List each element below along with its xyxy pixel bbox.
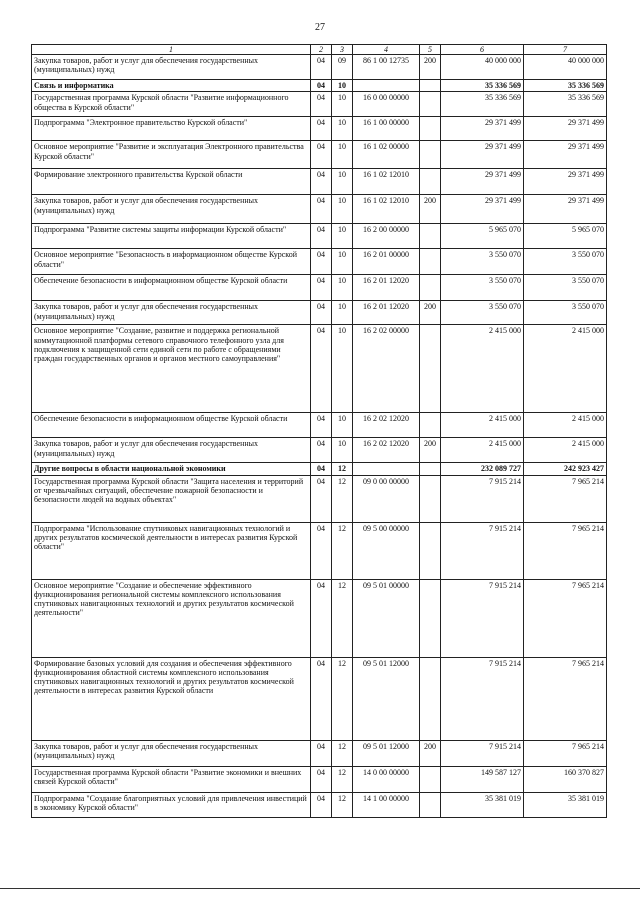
row-section: 04	[311, 224, 332, 249]
row-sum-year-1: 40 000 000	[441, 55, 524, 80]
col-header-section: 2	[311, 45, 332, 55]
table-row	[32, 413, 607, 438]
row-expense-type	[420, 80, 441, 92]
row-subsection: 12	[332, 522, 353, 579]
row-name: Подпрограмма "Создание благоприятных условий для привлечения инвестиций в экономику Курской области"	[32, 792, 311, 817]
row-sum-year-1: 5 965 070	[441, 224, 524, 249]
row-subsection: 12	[332, 792, 353, 817]
row-section: 04	[311, 275, 332, 301]
row-sum-year-2: 2 415 000	[524, 413, 607, 438]
row-target-article: 86 1 00 12735	[353, 55, 420, 80]
row-sum-year-1: 7 915 214	[441, 740, 524, 766]
row-sum-year-2: 7 965 214	[524, 522, 607, 579]
row-sum-year-1: 3 550 070	[441, 275, 524, 301]
row-subsection: 10	[332, 224, 353, 249]
table-row	[32, 117, 607, 141]
row-sum-year-2: 7 965 214	[524, 657, 607, 740]
row-name: Обеспечение безопасности в информационном обществе Курской области	[32, 275, 311, 301]
table-row	[32, 657, 607, 740]
row-section: 04	[311, 195, 332, 224]
row-expense-type	[420, 224, 441, 249]
table-row	[32, 249, 607, 275]
table-row	[32, 80, 607, 92]
row-expense-type: 200	[420, 301, 441, 325]
row-sum-year-1: 29 371 499	[441, 169, 524, 195]
row-name: Закупка товаров, работ и услуг для обеспечения государственных (муниципальных) нужд	[32, 195, 311, 224]
row-target-article: 09 5 00 00000	[353, 522, 420, 579]
row-sum-year-2: 40 000 000	[524, 55, 607, 80]
row-section: 04	[311, 249, 332, 275]
row-expense-type	[420, 117, 441, 141]
row-expense-type	[420, 657, 441, 740]
row-expense-type: 200	[420, 195, 441, 224]
table-row	[32, 325, 607, 413]
row-sum-year-1: 7 915 214	[441, 579, 524, 657]
row-subsection: 10	[332, 80, 353, 92]
row-expense-type: 200	[420, 55, 441, 80]
header-row	[32, 45, 607, 55]
row-expense-type	[420, 92, 441, 117]
row-target-article: 14 1 00 00000	[353, 792, 420, 817]
row-subsection: 10	[332, 413, 353, 438]
row-sum-year-1: 2 415 000	[441, 325, 524, 413]
row-expense-type	[420, 792, 441, 817]
row-section: 04	[311, 55, 332, 80]
row-name: Формирование электронного правительства Курской области	[32, 169, 311, 195]
row-section: 04	[311, 92, 332, 117]
row-target-article: 14 0 00 00000	[353, 766, 420, 792]
row-expense-type: 200	[420, 438, 441, 463]
row-name: Основное мероприятие "Безопасность в информационном обществе Курской области"	[32, 249, 311, 275]
row-target-article: 09 5 01 12000	[353, 740, 420, 766]
row-target-article: 16 0 00 00000	[353, 92, 420, 117]
row-sum-year-1: 2 415 000	[441, 413, 524, 438]
row-name: Государственная программа Курской области "Развитие экономики и внешних связей Курской области"	[32, 766, 311, 792]
row-sum-year-1: 35 381 019	[441, 792, 524, 817]
row-target-article: 09 5 01 00000	[353, 579, 420, 657]
row-section: 04	[311, 169, 332, 195]
row-sum-year-1: 7 915 214	[441, 657, 524, 740]
table-row	[32, 301, 607, 325]
row-name: Закупка товаров, работ и услуг для обеспечения государственных (муниципальных) нужд	[32, 740, 311, 766]
row-target-article: 16 2 02 00000	[353, 325, 420, 413]
row-target-article: 16 1 02 00000	[353, 141, 420, 169]
table-row	[32, 740, 607, 766]
table-row	[32, 438, 607, 463]
row-section: 04	[311, 766, 332, 792]
row-section: 04	[311, 522, 332, 579]
row-sum-year-1: 35 336 569	[441, 80, 524, 92]
row-subsection: 12	[332, 475, 353, 522]
row-sum-year-1: 7 915 214	[441, 475, 524, 522]
row-expense-type	[420, 475, 441, 522]
row-target-article: 09 0 00 00000	[353, 475, 420, 522]
row-sum-year-2: 7 965 214	[524, 475, 607, 522]
row-sum-year-1: 29 371 499	[441, 141, 524, 169]
row-subsection: 10	[332, 275, 353, 301]
row-name: Закупка товаров, работ и услуг для обеспечения государственных (муниципальных) нужд	[32, 438, 311, 463]
page-number: 27	[315, 22, 325, 33]
row-name: Государственная программа Курской области "Защита населения и территорий от чрезвычайных ситуаций, обеспечение пожарной безопасности и безопасности людей на водных объектах"	[32, 475, 311, 522]
row-sum-year-2: 29 371 499	[524, 195, 607, 224]
row-expense-type	[420, 766, 441, 792]
row-expense-type	[420, 249, 441, 275]
row-name: Основное мероприятие "Развитие и эксплуатация Электронного правительства Курской области"	[32, 141, 311, 169]
row-sum-year-2: 29 371 499	[524, 117, 607, 141]
table-row	[32, 141, 607, 169]
row-target-article: 16 2 02 12020	[353, 438, 420, 463]
table-row	[32, 55, 607, 80]
table-row	[32, 275, 607, 301]
table-row	[32, 463, 607, 475]
row-section: 04	[311, 301, 332, 325]
row-name: Подпрограмма "Электронное правительство Курской области"	[32, 117, 311, 141]
col-header-target-article: 4	[353, 45, 420, 55]
row-section: 04	[311, 792, 332, 817]
row-sum-year-1: 149 587 127	[441, 766, 524, 792]
row-section: 04	[311, 438, 332, 463]
col-header-sum-year-2: 7	[524, 45, 607, 55]
row-subsection: 10	[332, 117, 353, 141]
col-header-sum-year-1: 6	[441, 45, 524, 55]
row-name: Обеспечение безопасности в информационном обществе Курской области	[32, 413, 311, 438]
row-target-article	[353, 80, 420, 92]
row-section: 04	[311, 325, 332, 413]
row-expense-type	[420, 522, 441, 579]
row-subsection: 10	[332, 438, 353, 463]
row-sum-year-1: 29 371 499	[441, 195, 524, 224]
row-target-article: 16 2 01 00000	[353, 249, 420, 275]
row-subsection: 10	[332, 195, 353, 224]
row-subsection: 10	[332, 169, 353, 195]
bottom-rule	[0, 888, 640, 889]
row-target-article: 16 2 02 12020	[353, 413, 420, 438]
row-sum-year-1: 29 371 499	[441, 117, 524, 141]
row-target-article: 16 1 00 00000	[353, 117, 420, 141]
row-subsection: 10	[332, 141, 353, 169]
row-name: Другие вопросы в области национальной экономики	[32, 463, 311, 475]
row-subsection: 12	[332, 740, 353, 766]
row-target-article	[353, 463, 420, 475]
row-name: Связь и информатика	[32, 80, 311, 92]
row-expense-type	[420, 141, 441, 169]
row-subsection: 12	[332, 657, 353, 740]
table-row	[32, 92, 607, 117]
row-name: Подпрограмма "Развитие системы защиты информации Курской области"	[32, 224, 311, 249]
row-sum-year-1: 7 915 214	[441, 522, 524, 579]
row-name: Основное мероприятие "Создание и обеспечение эффективного функционирования региональной системы комплексного использования спутниковых навигационных технологий и других результатов космической деятельности"	[32, 579, 311, 657]
table-row	[32, 475, 607, 522]
row-sum-year-2: 7 965 214	[524, 579, 607, 657]
row-section: 04	[311, 117, 332, 141]
row-sum-year-1: 2 415 000	[441, 438, 524, 463]
row-name: Закупка товаров, работ и услуг для обеспечения государственных (муниципальных) нужд	[32, 55, 311, 80]
col-header-expense-type: 5	[420, 45, 441, 55]
col-header-subsection: 3	[332, 45, 353, 55]
row-name: Закупка товаров, работ и услуг для обеспечения государственных (муниципальных) нужд	[32, 301, 311, 325]
row-subsection: 10	[332, 92, 353, 117]
row-sum-year-2: 29 371 499	[524, 169, 607, 195]
table-row	[32, 522, 607, 579]
row-section: 04	[311, 141, 332, 169]
row-sum-year-1: 3 550 070	[441, 249, 524, 275]
row-subsection: 10	[332, 325, 353, 413]
row-name: Основное мероприятие "Создание, развитие и поддержка региональной коммутационной платформы сетевого справочного телефонного узла для подключения к защищенной сети единой сети по работе с обращениями граждан государственных органов и органов местного самоуправления"	[32, 325, 311, 413]
row-name: Формирование базовых условий для создания и обеспечения эффективного функционирования областной системы комплексного использования спутниковых навигационных технологий и других результатов космической деятельности в интересах развития Курской области	[32, 657, 311, 740]
row-section: 04	[311, 475, 332, 522]
row-section: 04	[311, 413, 332, 438]
row-subsection: 10	[332, 301, 353, 325]
row-sum-year-2: 2 415 000	[524, 438, 607, 463]
row-subsection: 10	[332, 249, 353, 275]
row-expense-type	[420, 169, 441, 195]
row-section: 04	[311, 579, 332, 657]
table-row	[32, 766, 607, 792]
col-header-name: 1	[32, 45, 311, 55]
row-sum-year-2: 29 371 499	[524, 141, 607, 169]
row-sum-year-2: 5 965 070	[524, 224, 607, 249]
row-sum-year-2: 7 965 214	[524, 740, 607, 766]
table-row	[32, 792, 607, 817]
table-row	[32, 169, 607, 195]
row-expense-type	[420, 325, 441, 413]
row-expense-type	[420, 463, 441, 475]
row-section: 04	[311, 463, 332, 475]
table-row	[32, 195, 607, 224]
budget-table	[31, 44, 607, 818]
row-sum-year-1: 35 336 569	[441, 92, 524, 117]
row-section: 04	[311, 80, 332, 92]
row-target-article: 16 1 02 12010	[353, 169, 420, 195]
row-sum-year-2: 3 550 070	[524, 275, 607, 301]
row-sum-year-1: 232 089 727	[441, 463, 524, 475]
row-sum-year-2: 35 336 569	[524, 92, 607, 117]
row-sum-year-2: 2 415 000	[524, 325, 607, 413]
row-target-article: 16 2 01 12020	[353, 301, 420, 325]
row-name: Государственная программа Курской области "Развитие информационного общества в Курской области"	[32, 92, 311, 117]
row-expense-type	[420, 579, 441, 657]
row-section: 04	[311, 657, 332, 740]
row-expense-type	[420, 275, 441, 301]
row-expense-type: 200	[420, 740, 441, 766]
row-name: Подпрограмма "Использование спутниковых навигационных технологий и других результатов космической деятельности в интересах развития Курской области"	[32, 522, 311, 579]
row-subsection: 09	[332, 55, 353, 80]
row-target-article: 16 1 02 12010	[353, 195, 420, 224]
row-target-article: 16 2 01 12020	[353, 275, 420, 301]
row-sum-year-2: 3 550 070	[524, 301, 607, 325]
row-section: 04	[311, 740, 332, 766]
row-sum-year-2: 160 370 827	[524, 766, 607, 792]
table-row	[32, 224, 607, 249]
row-sum-year-2: 35 336 569	[524, 80, 607, 92]
row-subsection: 12	[332, 463, 353, 475]
table-row	[32, 579, 607, 657]
row-subsection: 12	[332, 579, 353, 657]
row-sum-year-2: 242 923 427	[524, 463, 607, 475]
row-sum-year-1: 3 550 070	[441, 301, 524, 325]
row-expense-type	[420, 413, 441, 438]
row-subsection: 12	[332, 766, 353, 792]
row-sum-year-2: 35 381 019	[524, 792, 607, 817]
row-target-article: 16 2 00 00000	[353, 224, 420, 249]
row-sum-year-2: 3 550 070	[524, 249, 607, 275]
row-target-article: 09 5 01 12000	[353, 657, 420, 740]
